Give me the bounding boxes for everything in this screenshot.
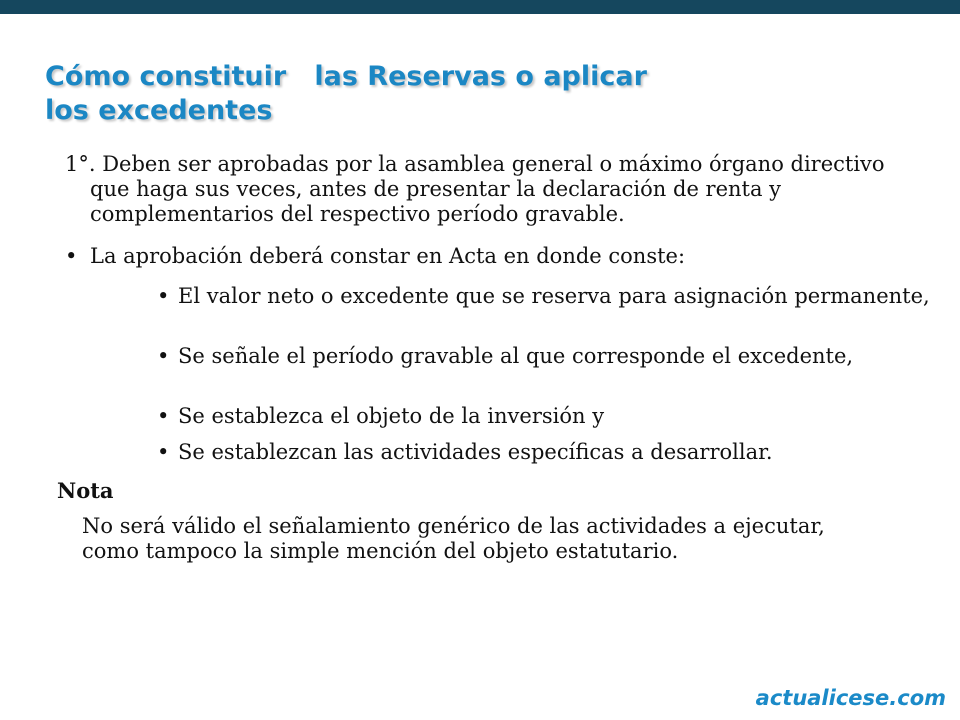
- sub-item-actividades: [157, 440, 940, 465]
- nota-text: No será válido el señalamiento genérico de las actividades a ejecutar, como tampoco la simple mención del objeto estatutario.: [82, 514, 825, 563]
- sub-item-text: Se establezca el objeto de la inversión y: [178, 404, 605, 428]
- sub-item-text: Se señale el período gravable al que corresponde el excedente,: [178, 344, 854, 368]
- sub-item-valor-neto: [157, 284, 940, 309]
- bullet-icon: •: [65, 244, 78, 268]
- bullet-icon: •: [157, 344, 170, 368]
- bullet-acta-intro-text: La aprobación deberá constar en Acta en donde conste:: [90, 244, 686, 268]
- sub-item-periodo: [157, 344, 940, 369]
- sub-item-objeto: [157, 404, 940, 429]
- nota-heading: Nota: [57, 478, 114, 503]
- sub-item-text: El valor neto o excedente que se reserva para asignación permanente,: [178, 284, 930, 308]
- top-accent-bar: [0, 0, 960, 14]
- slide-title-line-2: los excedentes: [45, 95, 273, 126]
- bullet-icon: •: [157, 440, 170, 464]
- paragraph-step-1: 1°. Deben ser aprobadas por la asamblea general o máximo órgano directivo que haga sus veces, antes de presentar la declaración de renta y complementarios del respectivo período gravable.: [65, 152, 885, 226]
- slide-title-line-1: Cómo constituir las Reservas o aplicar: [45, 61, 647, 92]
- bullet-icon: •: [157, 284, 170, 308]
- bullet-acta-intro: [65, 244, 930, 269]
- brand-logo-text: actualicese.com: [755, 686, 946, 710]
- slide-title: [45, 60, 925, 128]
- sub-item-text: Se establezcan las actividades específicas a desarrollar.: [178, 440, 773, 464]
- bullet-icon: •: [157, 404, 170, 428]
